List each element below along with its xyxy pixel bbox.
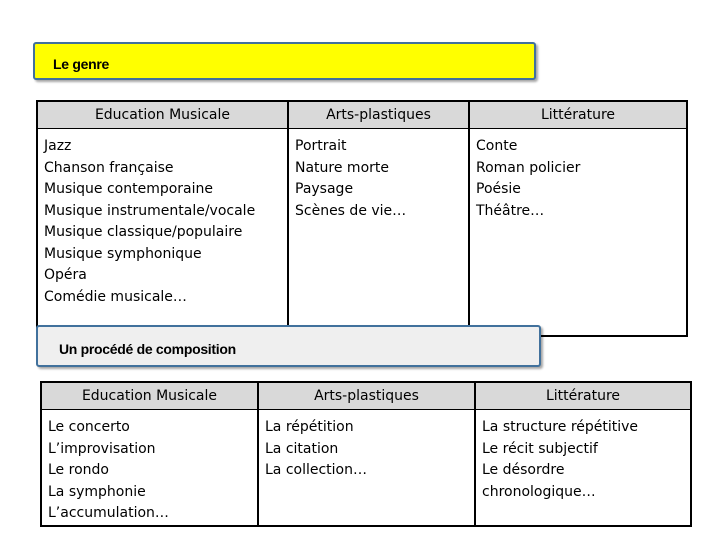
list-item: La symphonie — [48, 483, 146, 500]
composition-table — [40, 381, 692, 527]
list-item: Scènes de vie… — [295, 202, 407, 219]
list-item: La collection… — [265, 462, 367, 478]
column-header-arts-plastiques: Arts-plastiques — [258, 382, 475, 410]
list-item: Chanson française — [44, 159, 174, 176]
list-item: Le rondo — [48, 462, 109, 478]
list-item: chronologique… — [482, 483, 596, 500]
list-item: Le désordre — [482, 462, 565, 478]
column-cell — [469, 129, 687, 337]
column-header-litterature: Littérature — [469, 101, 687, 129]
list-item: Opéra — [44, 267, 87, 283]
section-banner-procede — [36, 325, 541, 367]
column-header-education-musicale: Education Musicale — [37, 101, 288, 129]
list-item: Théâtre… — [476, 202, 545, 219]
column-header-litterature: Littérature — [475, 382, 691, 410]
list-item: Nature morte — [295, 159, 389, 176]
column-cell — [288, 129, 469, 337]
list-item: L’improvisation — [48, 440, 156, 457]
list-item: La répétition — [265, 419, 354, 435]
list-item: La structure répétitive — [482, 419, 639, 435]
section-title: Un procédé de composition — [59, 341, 236, 357]
list-item: Le concerto — [48, 419, 130, 435]
list-item: Musique symphonique — [44, 245, 202, 262]
section-banner-genre — [33, 42, 536, 80]
list-item: Poésie — [476, 181, 521, 197]
column-header-education-musicale: Education Musicale — [41, 382, 258, 410]
list-item: Comédie musicale… — [44, 288, 187, 305]
list-item: Musique classique/populaire — [44, 224, 243, 240]
column-cell — [37, 129, 288, 337]
list-item: Paysage — [295, 181, 354, 197]
list-item: Portrait — [295, 138, 347, 154]
list-item: Le récit subjectif — [482, 440, 598, 457]
list-item: Jazz — [44, 138, 72, 154]
genre-table — [36, 100, 688, 337]
list-item: Musique contemporaine — [44, 181, 213, 197]
list-item: L’accumulation… — [48, 505, 169, 521]
section-title: Le genre — [53, 56, 109, 72]
column-cell — [475, 410, 691, 527]
column-header-arts-plastiques: Arts-plastiques — [288, 101, 469, 129]
list-item: Roman policier — [476, 159, 581, 176]
column-cell — [41, 410, 258, 527]
column-cell — [258, 410, 475, 527]
list-item: Conte — [476, 138, 518, 154]
list-item: Musique instrumentale/vocale — [44, 202, 256, 219]
list-item: La citation — [265, 440, 339, 457]
